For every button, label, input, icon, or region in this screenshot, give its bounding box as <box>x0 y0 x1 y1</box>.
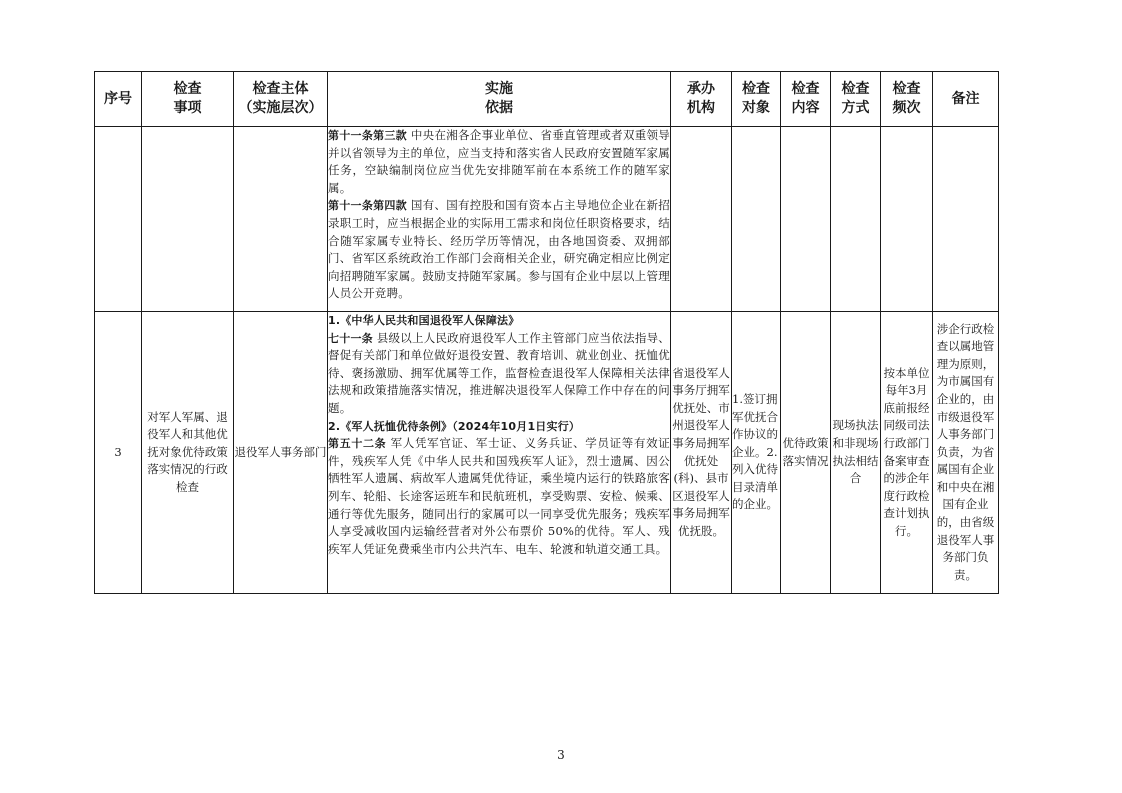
law-title: 1.《中华人民共和国退役军人保障法》 <box>328 314 520 327</box>
clause-paragraph: 七十一条 县级以上人民政府退役军人工作主管部门应当依法指导、督促有关部门和单位做好退役安置、教育培训、就业创业、抚恤优待、褒扬激励、拥军优属等工作，监督检查退役军人保障相关法律法规和政策措施落实情况，推进解决退役军人保障工作中存在的问题。 <box>328 330 670 415</box>
cell-remark <box>933 127 999 312</box>
cell-frequency: 按本单位每年3月底前报经同级司法行政部门备案审查的涉企年度行政检查计划执行。 <box>881 312 933 594</box>
header-target: 检查 对象 <box>732 72 781 127</box>
header-agency: 承办 机构 <box>671 72 732 127</box>
header-remark: 备注 <box>933 72 999 127</box>
inspection-table <box>94 71 999 594</box>
cell-subject: 退役军人事务部门 <box>234 312 328 594</box>
cell-item: 对军人军属、退役军人和其他优抚对象优待政策落实情况的行政检查 <box>142 312 234 594</box>
law-title: 2.《军人抚恤优待条例》（2024年10月1日实行） <box>328 419 581 433</box>
cell-method <box>831 127 881 312</box>
header-content: 检查 内容 <box>781 72 831 127</box>
cell-seq <box>95 127 142 312</box>
page-number: 3 <box>557 748 565 762</box>
clause-paragraph: 第十一条第三款 中央在湘各企事业单位、省垂直管理或者双重领导并以省领导为主的单位，应当支持和落实省人民政府安置随军家属任务，空缺编制岗位应当优先安排随军前在本系统工作的随军家属。 <box>328 128 670 195</box>
header-item: 检查 事项 <box>142 72 234 127</box>
header-method: 检查 方式 <box>831 72 881 127</box>
cell-content: 优待政策落实情况 <box>781 312 831 594</box>
cell-frequency <box>881 127 933 312</box>
cell-agency <box>671 127 732 312</box>
table-row <box>95 312 999 594</box>
cell-agency: 省退役军人事务厅拥军优抚处、市州退役军人事务局拥军优抚处(科)、县市区退役军人事务局拥军优抚股。 <box>671 312 732 594</box>
header-seq: 序号 <box>95 72 142 127</box>
cell-content <box>781 127 831 312</box>
cell-item <box>142 127 234 312</box>
header-row <box>95 72 999 127</box>
cell-basis <box>328 312 671 594</box>
cell-subject <box>234 127 328 312</box>
cell-remark: 涉企行政检查以属地管理为原则，为市属国有企业的，由市级退役军人事务部门负责，为省属国有企业和中央在湘国有企业的，由省级退役军人事务部门负责。 <box>933 312 999 594</box>
table-row <box>95 127 999 312</box>
header-subject: 检查主体 （实施层次） <box>234 72 328 127</box>
cell-seq: 3 <box>95 312 142 594</box>
header-frequency: 检查 频次 <box>881 72 933 127</box>
clause-paragraph: 第十一条第四款 国有、国有控股和国有资本占主导地位企业在新招录职工时，应当根据企业的实际用工需求和岗位任职资格要求，结合随军家属专业特长、经历学历等情况，由各地国资委、双拥部门、省军区系统政治工作部门会商相关企业，研究确定相应比例定向招聘随军家属。鼓励支持随军家属。参与国有企业中层以上管理人员公开竞聘。 <box>328 198 670 301</box>
header-basis: 实施 依据 <box>328 72 671 127</box>
cell-method: 现场执法和非现场执法相结合 <box>831 312 881 594</box>
cell-target: 1.签订拥军优抚合作协议的企业。2.列入优待目录清单的企业。 <box>732 312 781 594</box>
cell-basis <box>328 127 671 312</box>
clause-paragraph: 第五十二条 军人凭军官证、军士证、义务兵证、学员证等有效证件，残疾军人凭《中华人民共和国残疾军人证》，烈士遗属、因公牺牲军人遗属、病故军人遗属凭优待证，乘坐境内运行的铁路旅客列车、轮船、长途客运班车和民航班机，享受购票、安检、候乘、通行等优先服务，随同出行的家属可以一同享受优先服务；残疾军人享受减收国内运输经营者对外公布票价 50%的优待。军人、残疾军人凭证免费乘坐市内公共汽车、电车、轮渡和轨道交通工具。 <box>328 436 670 556</box>
cell-target <box>732 127 781 312</box>
